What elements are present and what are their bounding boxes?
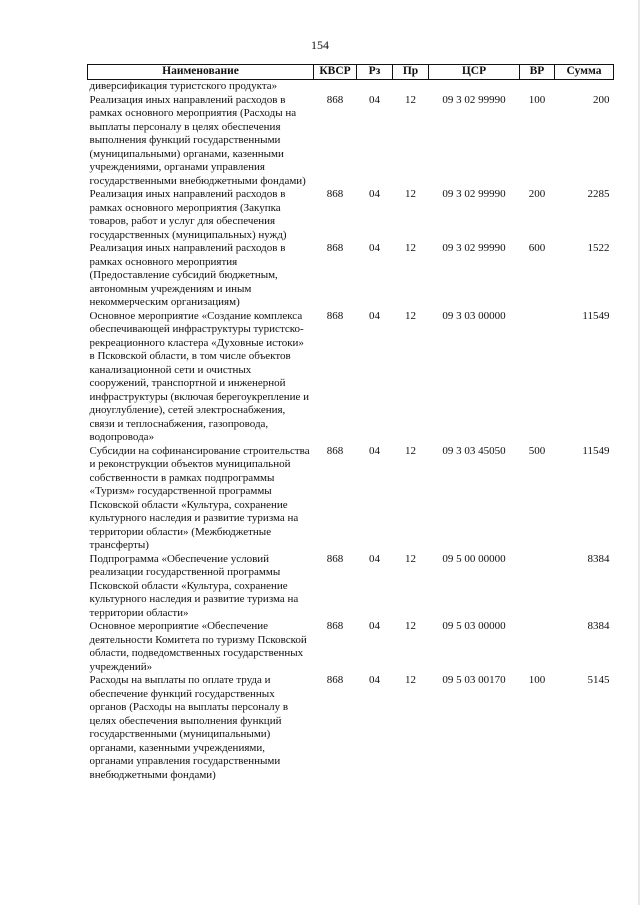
cell-csr: 09 3 02 99990	[442, 242, 506, 254]
cell-rz: 04	[369, 309, 380, 322]
cell-rz: 04	[369, 674, 380, 686]
cell-sum: 2285	[587, 188, 610, 200]
cell-name: Расходы на выплаты по оплате труда и обеспечение функций государственных органов (Расходы на выплаты персоналу в целях обеспечения выполнения функций государственными (муниципальными) органами, казенными учреждениями, органами управления государственными внебюджетными фондами)	[89, 674, 289, 781]
cell-kvsr: 868	[326, 93, 344, 106]
table-row	[88, 94, 614, 189]
table-row	[88, 620, 614, 674]
cell-rz: 04	[369, 188, 380, 200]
table-header-row	[88, 65, 614, 80]
header-kvsr: КВСР	[314, 65, 357, 80]
cell-pr: 12	[405, 309, 416, 322]
page-number: 154	[311, 38, 329, 52]
cell-kvsr: 868	[326, 674, 344, 686]
cell-name: Реализация иных направлений расходов в рамках основного мероприятия (Предоставление субсидий бюджетным, автономным учреждениям и иным некоммерческим организациям)	[89, 242, 286, 308]
cell-sum: 5145	[587, 674, 610, 686]
cell-name: Основное мероприятие «Обеспечение деятельности Комитета по туризму Псковской области, подведомственных государственных учреждений»	[89, 620, 307, 673]
cell-sum	[555, 80, 614, 94]
budget-table	[87, 64, 614, 782]
table-row	[88, 674, 614, 782]
cell-vr: 600	[528, 242, 546, 254]
cell-vr	[520, 80, 555, 94]
header-csr: ЦСР	[429, 65, 520, 80]
cell-vr	[520, 310, 555, 445]
cell-rz: 04	[369, 620, 380, 632]
cell-rz: 04	[369, 444, 380, 457]
header-pr: Пр	[393, 65, 429, 80]
cell-kvsr	[314, 80, 357, 94]
cell-kvsr: 868	[326, 552, 344, 565]
cell-csr: 09 3 02 99990	[442, 188, 506, 200]
table-row	[88, 188, 614, 242]
table-row	[88, 553, 614, 621]
table-body	[88, 80, 614, 783]
cell-kvsr: 868	[326, 620, 344, 632]
cell-kvsr: 868	[326, 444, 344, 457]
cell-vr	[520, 620, 555, 674]
cell-csr: 09 5 03 00000	[442, 620, 506, 632]
cell-name: Реализация иных направлений расходов в рамках основного мероприятия (Расходы на выплаты персоналу в целях обеспечения выполнения функций государственными (муниципальными) органами, казенными учреждениями, органами управления государственными внебюджетными фондами)	[89, 93, 306, 187]
cell-pr: 12	[405, 242, 416, 254]
cell-sum: 11549	[582, 444, 610, 457]
header-vr: ВР	[520, 65, 555, 80]
cell-rz: 04	[369, 242, 380, 254]
table-row	[88, 310, 614, 445]
cell-csr: 09 3 03 45050	[442, 444, 506, 457]
cell-rz	[357, 80, 393, 94]
cell-csr	[429, 80, 520, 94]
cell-vr	[520, 553, 555, 621]
cell-name: диверсификация туристского продукта»	[89, 80, 278, 92]
cell-pr: 12	[405, 93, 416, 106]
cell-csr: 09 5 03 00170	[442, 674, 506, 686]
cell-pr: 12	[405, 674, 416, 686]
cell-sum: 11549	[582, 309, 610, 322]
cell-csr: 09 5 00 00000	[442, 552, 506, 565]
cell-csr: 09 3 03 00000	[442, 309, 506, 322]
cell-sum: 8384	[587, 552, 610, 565]
cell-pr: 12	[405, 620, 416, 632]
cell-rz: 04	[369, 552, 380, 565]
cell-vr: 100	[528, 93, 546, 106]
cell-name: Подпрограмма «Обеспечение условий реализации государственной программы Псковской области «Культура, сохранение культурного наследия и развитие туризма на территории области»	[89, 552, 299, 619]
table-row	[88, 80, 614, 94]
header-name: Наименование	[88, 65, 314, 80]
cell-vr: 100	[528, 674, 546, 686]
cell-kvsr: 868	[326, 309, 344, 322]
cell-vr: 200	[528, 188, 546, 200]
cell-pr	[393, 80, 429, 94]
cell-sum: 8384	[587, 620, 610, 632]
header-rz: Рз	[357, 65, 393, 80]
cell-name: Основное мероприятие «Создание комплекса обеспечивающей инфраструктуры туристско-рекреационного кластера «Духовные истоки» в Псковской области, в том числе объектов канализационной сети и очистных сооружений, транспортной и инженерной инфраструктуры (включая берегоукрепление и дноуглубление), сетей электроснабжения, связи и теплоснабжения, газопровода, водопровода»	[89, 309, 309, 443]
cell-pr: 12	[405, 444, 416, 457]
cell-vr: 500	[528, 444, 546, 457]
cell-sum: 200	[593, 93, 610, 106]
table-row	[88, 445, 614, 553]
cell-sum: 1522	[587, 242, 610, 254]
cell-pr: 12	[405, 188, 416, 200]
cell-name: Реализация иных направлений расходов в рамках основного мероприятия (Закупка товаров, работ и услуг для обеспечения государственных (муниципальных) нужд)	[89, 188, 287, 241]
header-sum: Сумма	[555, 65, 614, 80]
cell-rz: 04	[369, 93, 380, 106]
cell-kvsr: 868	[326, 242, 344, 254]
cell-kvsr: 868	[326, 188, 344, 200]
cell-name: Субсидии на софинансирование строительства и реконструкции объектов муниципальной собственности в рамках подпрограммы «Туризм» государственной программы Псковской области «Культура, сохранение культурного наследия и развитие туризма на территории области» (Межбюджетные трансферты)	[89, 444, 310, 551]
cell-pr: 12	[405, 552, 416, 565]
table-row	[88, 242, 614, 310]
cell-csr: 09 3 02 99990	[442, 93, 506, 106]
